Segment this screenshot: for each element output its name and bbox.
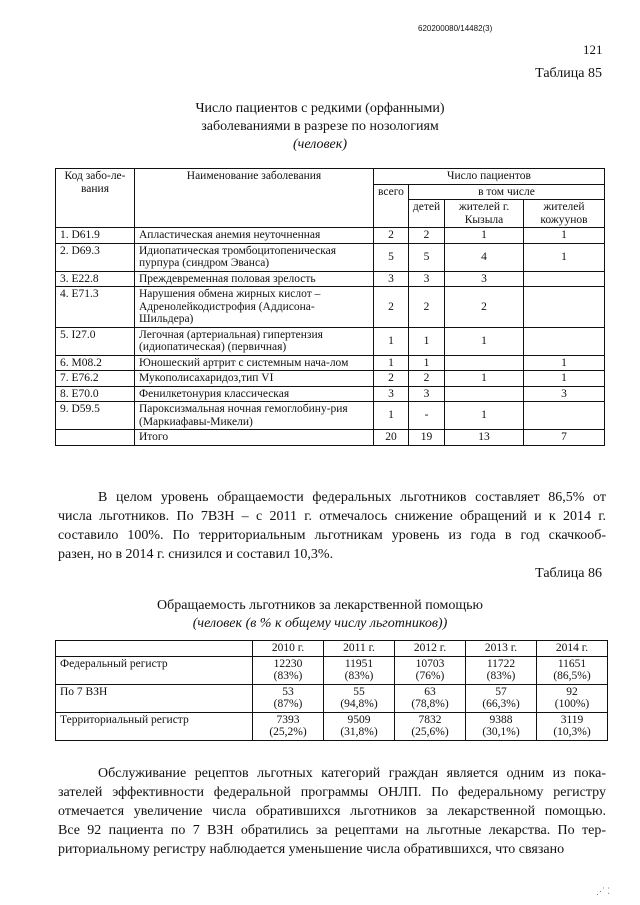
cell-kozhuun (523, 327, 604, 355)
table-86-unit: (человек (в % к общему числу льготников)) (192, 616, 448, 631)
cell-total: 3 (374, 271, 409, 287)
cell-count: 11651 (557, 657, 587, 670)
cell-total: 2 (374, 371, 409, 387)
document-code: 620200080/14482(3) (418, 24, 493, 33)
cell-register-name: По 7 ВЗН (56, 684, 253, 712)
paragraph-line: риториальному регистру наблюдается уменьшение числа обратившихся, что связано (58, 842, 565, 857)
cell-percent: (94,8%) (340, 698, 378, 710)
table-row (56, 656, 608, 684)
header-kozhuun: жителей кожуунов (523, 200, 604, 228)
header-year: 2011 г. (324, 641, 395, 657)
cell-disease-name: Мукополисахаридоз,тип VI (135, 371, 374, 387)
cell-kozhuun: 1 (523, 228, 604, 244)
cell-kozhuun: 1 (523, 243, 604, 271)
beneficiary-appeals-table (55, 640, 608, 741)
cell-count: 3119 (560, 713, 584, 726)
cell-value (466, 656, 537, 684)
paragraph-line: зателей эффективности федеральной программы ОНЛП. По федеральному регистру (58, 785, 606, 800)
cell-value (253, 684, 324, 712)
cell-value (466, 684, 537, 712)
orphan-diseases-table (55, 168, 605, 446)
cell-disease-name: Итого (135, 430, 374, 446)
table-85-unit: (человек) (293, 137, 347, 152)
cell-count: 57 (495, 685, 507, 698)
cell-disease-name: Преждевременная половая зрелость (135, 271, 374, 287)
cell-percent: (30,1%) (482, 726, 520, 738)
cell-disease-name: Пароксизмальная ночная гемоглобину-рия (Маркиафавы-Микели) (135, 402, 374, 430)
header-including: в том числе (408, 184, 604, 200)
cell-percent: (76%) (415, 670, 445, 682)
orphan-diseases-table-body (56, 228, 605, 446)
cell-code: 4. E71.3 (56, 287, 135, 328)
cell-disease-name: Апластическая анемия неуточненная (135, 228, 374, 244)
table-85-label: Таблица 85 (535, 66, 602, 81)
cell-kozhuun: 1 (523, 355, 604, 371)
cell-kyzyl (445, 355, 524, 371)
header-empty-corner (56, 641, 253, 657)
table-row (56, 271, 605, 287)
cell-count: 92 (566, 685, 578, 698)
cell-kyzyl: 1 (445, 228, 524, 244)
cell-kyzyl: 3 (445, 271, 524, 287)
cell-kozhuun (523, 402, 604, 430)
cell-count: 11722 (486, 657, 516, 670)
cell-children: 1 (408, 327, 444, 355)
cell-count: 63 (424, 685, 436, 698)
cell-kozhuun: 1 (523, 371, 604, 387)
table-row (56, 402, 605, 430)
cell-code: 7. E76.2 (56, 371, 135, 387)
cell-value (537, 684, 608, 712)
table-row (56, 228, 605, 244)
cell-count: 12230 (273, 657, 303, 670)
paragraph-line: составило 100%. По территориальным льготникам уровень из года в год скачкооб- (58, 528, 606, 543)
cell-value (324, 656, 395, 684)
cell-disease-name: Фенилкетонурия классическая (135, 386, 374, 402)
cell-children: 2 (408, 287, 444, 328)
cell-kozhuun: 7 (523, 430, 604, 446)
header-year: 2013 г. (466, 641, 537, 657)
table-85-title-line: Число пациентов с редкими (орфанными) (195, 101, 445, 116)
table-row (56, 684, 608, 712)
table-86-title-line: Обращаемость льготников за лекарственной помощью (157, 598, 483, 613)
cell-percent: (87%) (273, 698, 303, 710)
cell-kyzyl: 4 (445, 243, 524, 271)
cell-percent: (83%) (486, 670, 516, 682)
cell-count: 9509 (347, 713, 371, 726)
cell-value (395, 656, 466, 684)
table-row (56, 287, 605, 328)
paragraph-line: отмечается увеличение числа обратившихся льготников за лекарственной помощью. (58, 804, 606, 819)
header-disease-name: Наименование заболевания (135, 169, 374, 228)
paragraph-line: Обслуживание рецептов льготных категорий граждан является одним из пока- (98, 766, 606, 781)
cell-code: 1. D61.9 (56, 228, 135, 244)
cell-code: 2. D69.3 (56, 243, 135, 271)
cell-total: 1 (374, 402, 409, 430)
cell-value (253, 712, 324, 740)
cell-children: 2 (408, 228, 444, 244)
cell-register-name: Федеральный регистр (56, 656, 253, 684)
cell-kyzyl (445, 386, 524, 402)
table-86-label: Таблица 86 (535, 566, 602, 581)
cell-value (537, 656, 608, 684)
cell-total: 1 (374, 355, 409, 371)
cell-count: 9388 (489, 713, 513, 726)
paragraph-line: В целом уровень обращаемости федеральных льготников составляет 86,5% от (98, 490, 606, 505)
table-86-title (0, 597, 640, 633)
header-children: детей (408, 200, 444, 228)
cell-register-name: Территориальный регистр (56, 712, 253, 740)
cell-code: 3. E22.8 (56, 271, 135, 287)
cell-disease-name: Легочная (артериальная) гипертензия (идиопатическая) (первичная) (135, 327, 374, 355)
cell-percent: (25,2%) (269, 726, 307, 738)
cell-value (466, 712, 537, 740)
table-row (56, 371, 605, 387)
cell-count: 10703 (415, 657, 445, 670)
cell-count: 7393 (276, 713, 300, 726)
table-row (56, 386, 605, 402)
cell-count: 53 (282, 685, 294, 698)
cell-percent: (25,6%) (411, 726, 449, 738)
cell-count: 11951 (344, 657, 374, 670)
paragraph-prescription-service (58, 764, 606, 859)
cell-percent: (83%) (344, 670, 374, 682)
page-number: 121 (583, 42, 603, 57)
paragraph-line: разен, но в 2014 г. снизился и составил 10,3%. (58, 547, 334, 562)
cell-value (395, 684, 466, 712)
cell-total: 3 (374, 386, 409, 402)
cell-total: 2 (374, 287, 409, 328)
cell-kyzyl: 1 (445, 371, 524, 387)
table-row (56, 430, 605, 446)
cell-disease-name: Нарушения обмена жирных кислот – Адренолейкодистрофия (Аддисона-Шильдера) (135, 287, 374, 328)
cell-value (324, 712, 395, 740)
cell-kyzyl: 1 (445, 327, 524, 355)
cell-value (324, 684, 395, 712)
cell-total: 2 (374, 228, 409, 244)
paragraph-line: Все 92 пациента по 7 ВЗН обратились за рецептами на льготные лекарства. По тер- (58, 823, 606, 838)
cell-children: 3 (408, 386, 444, 402)
header-code: Код забо-ле-вания (56, 169, 135, 228)
cell-children: 2 (408, 371, 444, 387)
cell-children: - (408, 402, 444, 430)
header-year: 2014 г. (537, 641, 608, 657)
header-patient-count: Число пациентов (374, 169, 605, 185)
cell-percent: (83%) (273, 670, 303, 682)
cell-percent: (66,3%) (482, 698, 520, 710)
cell-kyzyl: 13 (445, 430, 524, 446)
cell-count: 7832 (418, 713, 442, 726)
table-85-title-line: заболеваниями в разрезе по нозологиям (201, 119, 439, 134)
table-row (56, 243, 605, 271)
cell-kozhuun: 3 (523, 386, 604, 402)
cell-disease-name: Идиопатическая тромбоцитопеническая пурпура (синдром Эванса) (135, 243, 374, 271)
cell-value (253, 656, 324, 684)
cell-kozhuun (523, 271, 604, 287)
cell-children: 5 (408, 243, 444, 271)
table-row (56, 355, 605, 371)
cell-children: 3 (408, 271, 444, 287)
paragraph-federal-beneficiaries (58, 488, 606, 564)
cell-percent: (86,5%) (553, 670, 591, 682)
cell-value (395, 712, 466, 740)
cell-kyzyl: 2 (445, 287, 524, 328)
header-year: 2012 г. (395, 641, 466, 657)
header-total: всего (374, 184, 409, 228)
corner-mark: ⋰ ⁚ (596, 886, 611, 896)
cell-percent: (31,8%) (340, 726, 378, 738)
cell-code: 9. D59.5 (56, 402, 135, 430)
cell-children: 19 (408, 430, 444, 446)
header-kyzyl: жителей г. Кызыла (445, 200, 524, 228)
cell-value (537, 712, 608, 740)
paragraph-line: числа льготников. По 7ВЗН – с 2011 г. отмечалось снижение обращений и к 2014 г. (58, 509, 606, 524)
cell-percent: (10,3%) (553, 726, 591, 738)
cell-total: 5 (374, 243, 409, 271)
cell-disease-name: Юношеский артрит с системным нача-лом (135, 355, 374, 371)
cell-code (56, 430, 135, 446)
cell-total: 1 (374, 327, 409, 355)
header-year: 2010 г. (253, 641, 324, 657)
cell-code: 6. M08.2 (56, 355, 135, 371)
cell-kyzyl: 1 (445, 402, 524, 430)
table-row (56, 327, 605, 355)
table-85-title (0, 100, 640, 154)
cell-children: 1 (408, 355, 444, 371)
cell-percent: (78,8%) (411, 698, 449, 710)
cell-total: 20 (374, 430, 409, 446)
cell-code: 5. I27.0 (56, 327, 135, 355)
cell-code: 8. E70.0 (56, 386, 135, 402)
beneficiary-appeals-table-body (56, 656, 608, 740)
cell-kozhuun (523, 287, 604, 328)
cell-percent: (100%) (554, 698, 590, 710)
cell-count: 55 (353, 685, 365, 698)
table-row (56, 712, 608, 740)
